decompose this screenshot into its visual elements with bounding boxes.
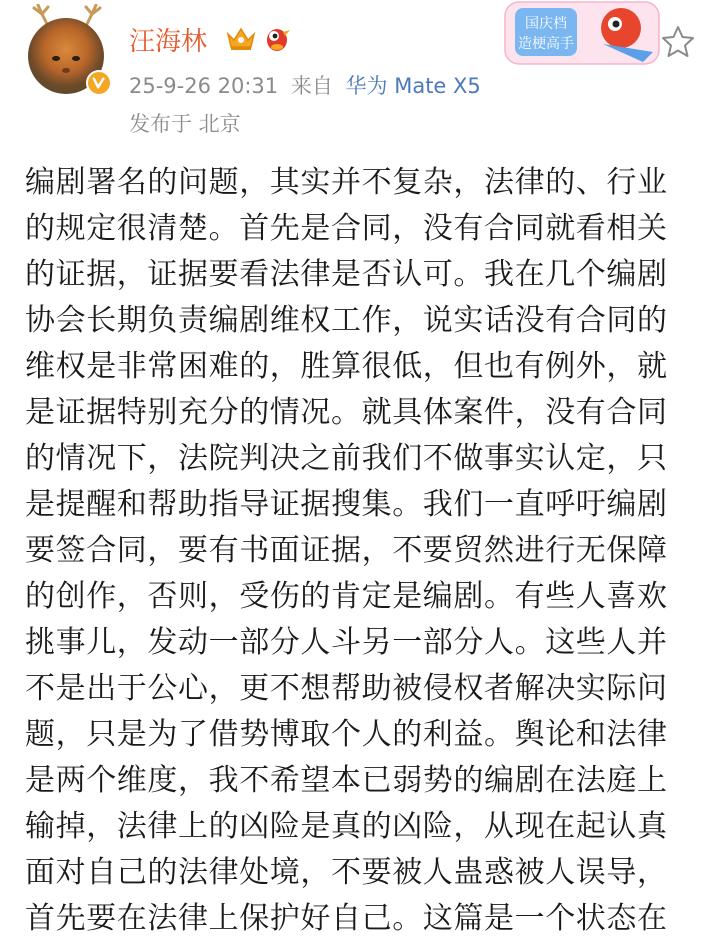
- bird-icon: [263, 22, 291, 52]
- sticker-line-2: 造梗高手: [518, 36, 574, 52]
- post-body: [25, 160, 705, 942]
- post-header: [0, 0, 720, 150]
- favorite-star-icon[interactable]: [660, 24, 696, 60]
- post-text: 编剧署名的问题，其实并不复杂，法律的、行业 的规定很清楚。首先是合同，没有合同就看相关 的证据，证据要看法律是否认可。我在几个编剧 协会长期负责编剧维权工作，说实话没有合同的 维权是非常困难的，胜算很低，但也有例外，就 是证据特别充分的情况。就具体案件，没有合同 的情况下，法院判决之前我们不做事实认定，只 是提醒和帮助指导证据搜集。我们一直呼吁编剧 要签合同，要有书面证据，不要贸然进行无保障 的创作，否则，受伤的肯定是编剧。有些人喜欢 挑事儿，发动一部分人斗另一部分人。这些人并 不是出于公心，更不想帮助被侵权者解决实际问 题，只是为了借势博取个人的利益。舆论和法律 是两个维度，我不希望本已弱势的编剧在法庭上 输掉，法律上的凶险是真的凶险，从现在起认真 面对自己的法律处境，不要被人蛊惑被人误导， 首先要在法律上保护好自己。这篇是一个状态在: [25, 165, 668, 936]
- author-name[interactable]: 汪海林: [129, 27, 208, 57]
- post-meta: [129, 70, 487, 100]
- post-location: 发布于 北京: [129, 112, 241, 136]
- post-time: 25-9-26 20:31: [129, 74, 279, 98]
- verified-v-icon: [86, 70, 112, 96]
- avatar[interactable]: [20, 4, 112, 96]
- post-device[interactable]: 华为 Mate X5: [345, 74, 481, 98]
- sticker-line-1: 国庆档: [525, 16, 567, 32]
- crown-icon: [225, 24, 257, 52]
- national-day-sticker[interactable]: [503, 0, 661, 70]
- post-source-prefix: 来自: [290, 74, 333, 98]
